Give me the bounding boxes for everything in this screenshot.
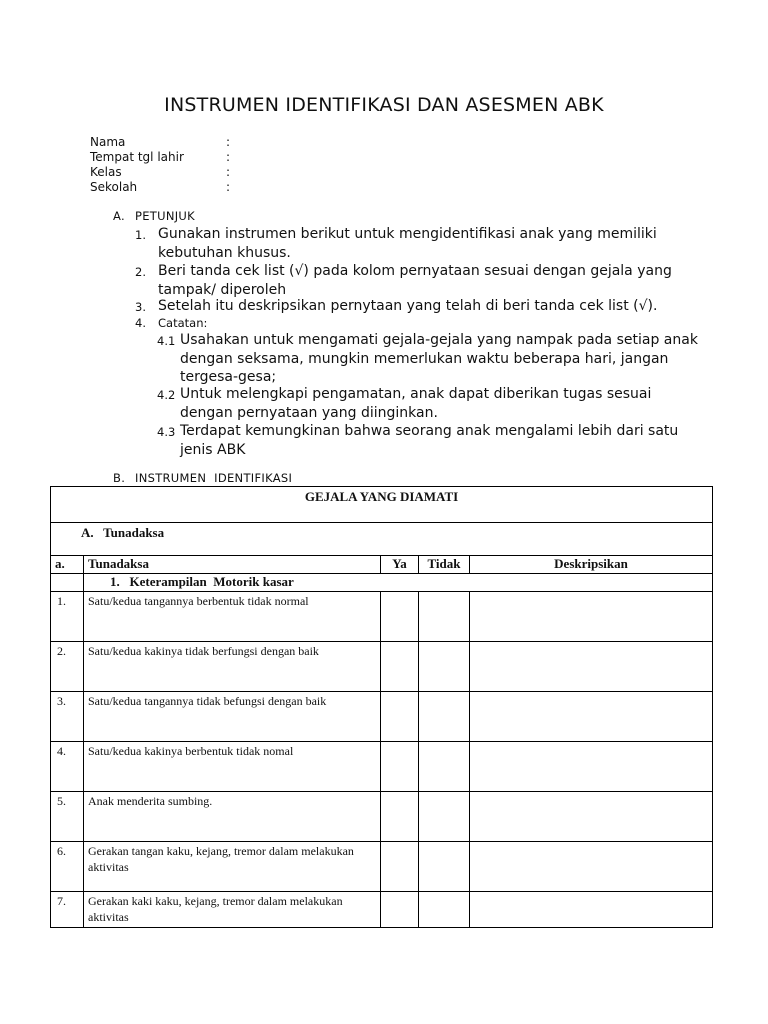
ya-cell[interactable]	[381, 892, 419, 928]
note-4-1	[157, 331, 698, 387]
column-header-ya: Ya	[381, 556, 419, 574]
identity-tempat-tgl-lahir	[90, 150, 230, 165]
section-letter: B.	[113, 471, 126, 485]
table-row	[51, 792, 713, 842]
row-number: 3.	[51, 692, 84, 742]
note-line: Terdapat kemungkinan bahwa seorang anak mengalami lebih dari satu	[180, 423, 679, 439]
tidak-cell[interactable]	[419, 742, 470, 792]
row-statement: Anak menderita sumbing.	[84, 792, 381, 842]
identity-colon: :	[226, 135, 231, 149]
deskripsikan-cell[interactable]	[470, 592, 713, 642]
section-title: INSTRUMEN IDENTIFIKASI	[135, 471, 293, 485]
note-4-3	[157, 422, 679, 459]
row-number: 5.	[51, 792, 84, 842]
ya-cell[interactable]	[381, 792, 419, 842]
row-number: 6.	[51, 842, 84, 892]
note-4-2	[157, 385, 652, 422]
row-statement: Satu/kedua tangannya berbentuk tidak normal	[84, 592, 381, 642]
row-number: 7.	[51, 892, 84, 928]
item-number: 1.	[135, 228, 146, 242]
instruction-item-1	[135, 225, 657, 262]
row-number: 1.	[51, 592, 84, 642]
section-title: PETUNJUK	[135, 209, 195, 223]
item-line: Setelah itu deskripsikan pernytaan yang telah di beri tanda cek list (√).	[158, 298, 658, 314]
note-line: dengan pernyataan yang diinginkan.	[180, 404, 438, 421]
item-number: 3.	[135, 300, 146, 314]
item-line: tampak/ diperoleh	[158, 281, 287, 298]
deskripsikan-cell[interactable]	[470, 642, 713, 692]
row-statement: Satu/kedua kakinya tidak berfungsi dengan baik	[84, 642, 381, 692]
note-number: 4.1	[157, 334, 176, 348]
identity-sekolah	[90, 180, 230, 195]
tidak-cell[interactable]	[419, 842, 470, 892]
identity-colon: :	[226, 180, 231, 194]
identity-nama	[90, 135, 230, 150]
note-line: Untuk melengkapi pengamatan, anak dapat diberikan tugas sesuai	[180, 386, 652, 402]
ya-cell[interactable]	[381, 742, 419, 792]
page-title: INSTRUMEN IDENTIFIKASI DAN ASESMEN ABK	[164, 94, 604, 116]
note-number: 4.2	[157, 388, 176, 402]
table-subsection: 1. Keterampilan Motorik kasar	[84, 574, 713, 592]
ya-cell[interactable]	[381, 692, 419, 742]
row-statement: Satu/kedua kakinya berbentuk tidak nomal	[84, 742, 381, 792]
subsection-blank-cell	[51, 574, 84, 592]
column-header-tunadaksa: Tunadaksa	[84, 556, 381, 574]
table-main-header: GEJALA YANG DIAMATI	[51, 487, 713, 523]
identity-colon: :	[226, 165, 231, 179]
note-line: jenis ABK	[180, 441, 246, 458]
note-number: 4.3	[157, 425, 176, 439]
item-line: Beri tanda cek list (√) pada kolom pernyataan sesuai dengan gejala yang	[158, 263, 672, 279]
tidak-cell[interactable]	[419, 592, 470, 642]
table-column-header-row	[51, 556, 713, 574]
item-line: kebutuhan khusus.	[158, 244, 291, 261]
ya-cell[interactable]	[381, 842, 419, 892]
identity-kelas	[90, 165, 230, 180]
instruction-item-2	[135, 262, 672, 299]
tidak-cell[interactable]	[419, 642, 470, 692]
deskripsikan-cell[interactable]	[470, 742, 713, 792]
row-number: 4.	[51, 742, 84, 792]
tidak-cell[interactable]	[419, 792, 470, 842]
section-a-heading	[113, 209, 195, 223]
table-row	[51, 642, 713, 692]
identity-colon: :	[226, 150, 231, 164]
ya-cell[interactable]	[381, 592, 419, 642]
section-b-heading	[113, 471, 292, 485]
column-header-tidak: Tidak	[419, 556, 470, 574]
item-number: 2.	[135, 265, 146, 279]
item-line: Catatan:	[158, 316, 208, 330]
item-number: 4.	[135, 316, 146, 330]
deskripsikan-cell[interactable]	[470, 692, 713, 742]
note-line: tergesa-gesa;	[180, 369, 277, 385]
identification-table	[50, 486, 713, 928]
deskripsikan-cell[interactable]	[470, 892, 713, 928]
row-statement: Satu/kedua tangannya tidak befungsi dengan baik	[84, 692, 381, 742]
row-statement: Gerakan tangan kaku, kejang, tremor dalam melakukan aktivitas	[84, 842, 381, 892]
note-line: dengan seksama, mungkin memerlukan waktu beberapa hari, jangan	[180, 350, 669, 367]
table-subsection-row	[51, 574, 713, 592]
column-header-no: a.	[51, 556, 84, 574]
deskripsikan-cell[interactable]	[470, 842, 713, 892]
table-row	[51, 842, 713, 892]
row-statement: Gerakan kaki kaku, kejang, tremor dalam melakukan aktivitas	[84, 892, 381, 928]
table-row	[51, 692, 713, 742]
ya-cell[interactable]	[381, 642, 419, 692]
identity-label: Kelas	[90, 165, 122, 179]
row-number: 2.	[51, 642, 84, 692]
instruction-item-3	[135, 297, 658, 316]
identity-label: Nama	[90, 135, 126, 149]
table-category-row	[51, 523, 713, 556]
column-header-deskripsikan: Deskripsikan	[470, 556, 713, 574]
identity-label: Sekolah	[90, 180, 138, 194]
item-line: Gunakan instrumen berikut untuk mengidentifikasi anak yang memiliki	[158, 226, 657, 242]
section-letter: A.	[113, 209, 125, 223]
table-row	[51, 742, 713, 792]
tidak-cell[interactable]	[419, 692, 470, 742]
table-row	[51, 892, 713, 928]
identity-label: Tempat tgl lahir	[90, 150, 184, 164]
instruction-item-4	[135, 316, 207, 330]
note-line: Usahakan untuk mengamati gejala-gejala yang nampak pada setiap anak	[180, 332, 698, 348]
table-main-header-row	[51, 487, 713, 523]
tidak-cell[interactable]	[419, 892, 470, 928]
table-row	[51, 592, 713, 642]
deskripsikan-cell[interactable]	[470, 792, 713, 842]
table-category: A. Tunadaksa	[51, 523, 713, 556]
